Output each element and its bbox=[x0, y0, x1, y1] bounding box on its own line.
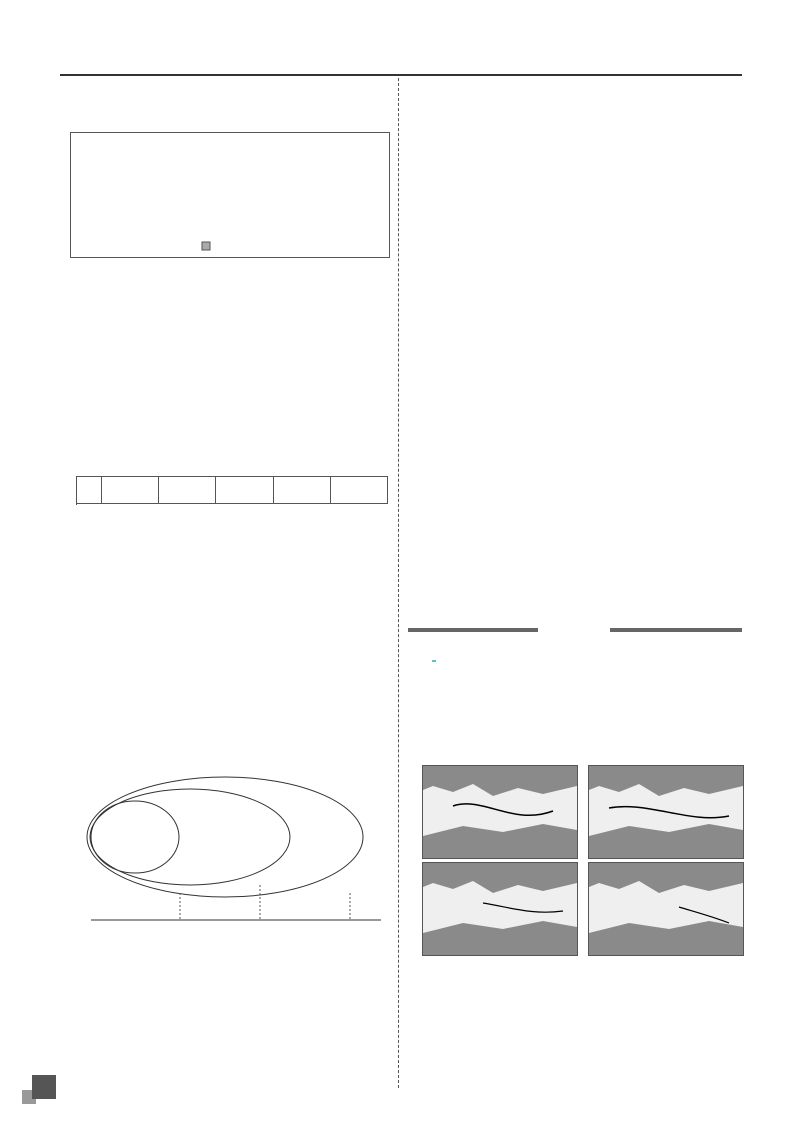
table-country-header bbox=[216, 477, 273, 504]
table-country-header bbox=[273, 477, 330, 504]
q11-map-1534 bbox=[588, 862, 744, 956]
q11-map-1521 bbox=[422, 862, 578, 956]
q9-trade-table bbox=[76, 476, 388, 504]
outer-ellipse bbox=[87, 777, 363, 897]
table-year-header bbox=[77, 477, 102, 504]
page-number bbox=[32, 1075, 56, 1099]
header-rule bbox=[60, 74, 742, 76]
inner-ellipse bbox=[91, 801, 179, 873]
legend-swatch bbox=[202, 242, 210, 250]
section-rule-left bbox=[408, 628, 538, 632]
column-separator bbox=[398, 78, 399, 1088]
q10-capital-diagram bbox=[85, 775, 385, 940]
q11-map-1482 bbox=[422, 765, 578, 859]
table-country-header bbox=[330, 477, 387, 504]
q11-map-1495 bbox=[588, 765, 744, 859]
q8-bar-chart bbox=[70, 132, 390, 258]
chart-frame bbox=[71, 133, 390, 258]
table-country-header bbox=[159, 477, 216, 504]
table-country-header bbox=[102, 477, 159, 504]
section-rule-right bbox=[610, 628, 742, 632]
q11-tag-time bbox=[432, 660, 436, 662]
